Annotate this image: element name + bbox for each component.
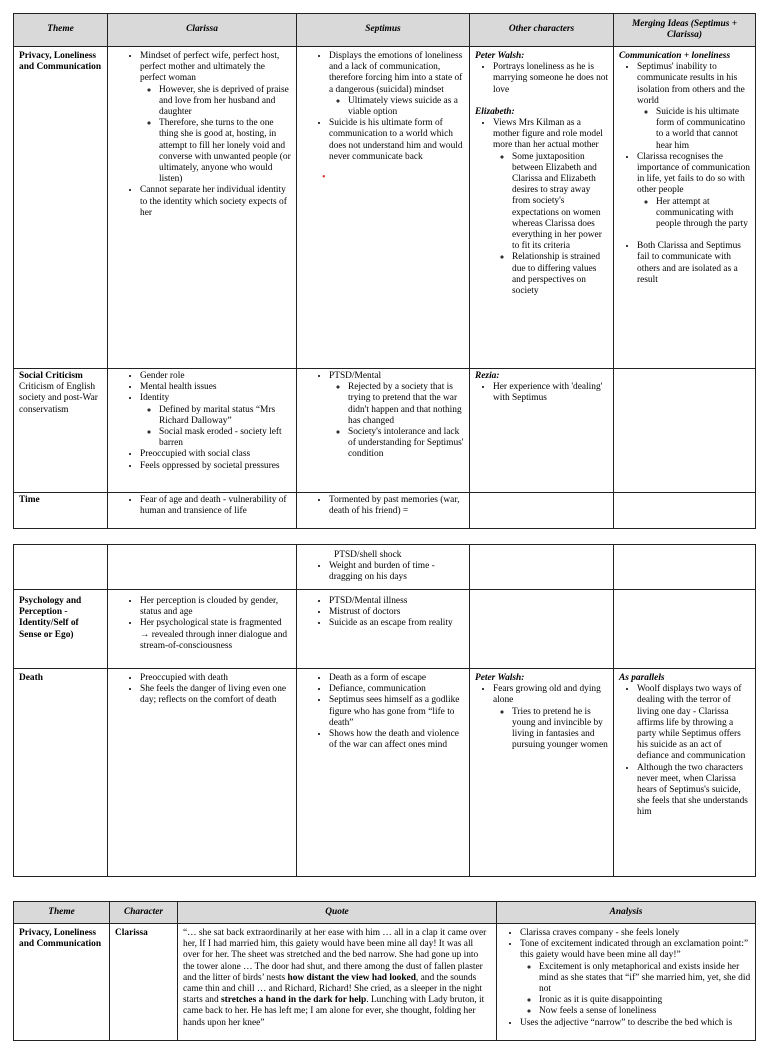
table-row <box>14 590 756 669</box>
merging-ideas-cell <box>614 669 756 877</box>
list-item: • Portrays loneliness as he is marrying someone he does not love <box>493 62 609 96</box>
list-item: • Preoccupied with social class <box>140 449 292 460</box>
character-name: Rezia: <box>475 371 500 381</box>
list-item: • Preoccupied with death <box>140 673 292 684</box>
list-item: • Shows how the death and violence of the war can affect ones mind <box>329 729 465 751</box>
header-theme: Theme <box>14 902 110 924</box>
list-item: • Feels oppressed by societal pressures <box>140 461 292 472</box>
list-item: ◦ However, she is deprived of praise and love from her husband and daughter <box>159 85 292 119</box>
list-item: ◦ Rejected by a society that is trying to pretend that the war didn't happen and that nothing has changed <box>348 382 465 427</box>
list-item: • Her psychological state is fragmented → revealed through inner dialogue and stream-of-consciousness <box>140 618 292 652</box>
list-item: • Fears growing old and dying alone <box>493 684 609 706</box>
list-item: ◦ Ultimately views suicide as a viable option <box>348 96 465 118</box>
list-item: • Uses the adjective “narrow” to describe the bed which is <box>520 1018 751 1029</box>
list-item: • Her experience with 'dealing' with Septimus <box>493 382 609 404</box>
merging-ideas-cell <box>614 47 756 369</box>
quotes-table <box>13 901 756 1041</box>
merging-subheading: Communication + loneliness <box>619 51 731 61</box>
list-item: • PTSD/Mental <box>329 371 465 382</box>
list-item: • She feels the danger of living even one day; reflects on the comfort of death <box>140 684 292 706</box>
list-item: • Clarissa craves company - she feels lonely <box>520 928 751 939</box>
merging-ideas-cell <box>614 590 756 669</box>
list-item: • Both Clarissa and Septimus fail to communicate with others and are isolated as a result <box>637 241 751 286</box>
list-item: • Tormented by past memories (war, death of his friend) = <box>329 495 465 517</box>
table-row <box>14 924 756 1041</box>
list-item: • Weight and burden of time - dragging on his days <box>329 561 465 583</box>
clarissa-cell <box>108 47 297 369</box>
other-characters-cell <box>470 590 614 669</box>
list-item: ◦ Suicide is his ultimate form of communicatino to a world that cannot hear him <box>656 107 751 152</box>
list-item: • Mindset of perfect wife, perfect host, perfect mother and ultimately the perfect woman <box>140 51 292 85</box>
merging-subheading: As parallels <box>619 673 665 683</box>
character-cell: Clarissa <box>110 924 178 1041</box>
header-character: Character <box>110 902 178 924</box>
table-row <box>14 369 756 493</box>
merging-ideas-cell <box>614 369 756 493</box>
septimus-cell <box>297 669 470 877</box>
theme-cell: Death <box>14 669 108 877</box>
list-item: • Although the two characters never meet, when Clarissa hears of Septimus's suicide, she feels that she understands him <box>637 763 751 819</box>
clarissa-cell <box>108 545 297 590</box>
septimus-cell <box>297 545 470 590</box>
list-item: • Her perception is clouded by gender, status and age <box>140 596 292 618</box>
header-quote: Quote <box>178 902 497 924</box>
table-row <box>14 669 756 877</box>
list-item: ◦ Her attempt at communicating with people through the party <box>656 197 751 231</box>
other-characters-cell <box>470 369 614 493</box>
merging-ideas-cell <box>614 493 756 529</box>
list-item: • Cannot separate her individual identity to the identity which society expects of her <box>140 185 292 219</box>
list-item: • Septimus' inability to communicate results in his isolation from others and the world <box>637 62 751 107</box>
continued-text: PTSD/shell shock <box>334 550 402 560</box>
list-item: • PTSD/Mental illness <box>329 596 465 607</box>
septimus-cell <box>297 493 470 529</box>
list-item: • Displays the emotions of loneliness and a lack of communication, therefore forcing him into a state of a dangerous (suicidal) mindset <box>329 51 465 96</box>
list-item: ◦ Ironic as it is quite disappointing <box>539 995 751 1006</box>
list-item: ◦ Excitement is only metaphorical and exists inside her mind as she states that “if” she married him, yet, she did not <box>539 962 751 996</box>
character-name: Peter Walsh: <box>475 673 525 683</box>
character-name: Peter Walsh: <box>475 51 525 61</box>
character-name: Elizabeth: <box>475 106 515 117</box>
themes-table <box>13 13 756 529</box>
header-septimus: Septimus <box>297 14 470 47</box>
highlighted-phrase: stretches a hand in the dark for help <box>221 995 367 1006</box>
other-characters-cell <box>470 545 614 590</box>
theme-cell: Social Criticism Criticism of English society and post-War conservatism <box>14 369 108 493</box>
highlighted-phrase: how distant the view had looked <box>287 972 416 983</box>
list-item: • Suicide as an escape from reality <box>329 618 465 629</box>
themes-table-continued <box>13 544 756 877</box>
list-item: • Death as a form of escape <box>329 673 465 684</box>
clarissa-cell <box>108 590 297 669</box>
septimus-cell <box>297 590 470 669</box>
list-item: • Septimus sees himself as a godlike figure who has gone from “life to death” <box>329 695 465 729</box>
theme-cell: Time <box>14 493 108 529</box>
clarissa-cell <box>108 493 297 529</box>
list-item: • Woolf displays two ways of dealing with the terror of living one day - Clarissa affirms life by throwing a party while Septimus offers his suicide as an act of defiance and communication <box>637 684 751 762</box>
clarissa-cell <box>108 369 297 493</box>
empty-bullet-mark: • <box>322 172 326 184</box>
list-item: • Mistrust of doctors <box>329 607 465 618</box>
list-item: ◦ Social mask eroded - society left barren <box>159 427 292 449</box>
analysis-cell <box>497 924 756 1041</box>
list-item: ◦ Relationship is strained due to differing values and perspectives on society <box>512 252 609 297</box>
list-item: ◦ Therefore, she turns to the one thing she is good at, hosting, in attempt to fill her lonely void and converse with unwanted people (or ultimately, anyone who would listen) <box>159 118 292 185</box>
theme-cell: Privacy, Loneliness and Communication <box>14 47 108 369</box>
list-item: ◦ Some juxtaposition between Elizabeth and Clarissa and Elizabeth desires to stray away from society's expectations on women whereas Clarissa does everything in her power to fit its criteria <box>512 152 609 253</box>
list-item: • Tone of excitement indicated through an exclamation point:” this gaiety would have been mine all day!” <box>520 939 751 961</box>
list-item: • Fear of age and death - vulnerability of human and transience of life <box>140 495 292 517</box>
list-item: • Suicide is his ultimate form of communication to a world which does not understand him and would never communicate back <box>329 118 465 163</box>
list-item: ◦ Tries to pretend he is young and invincible by living in fantasies and pursuing younger women <box>512 707 609 752</box>
list-item: • Defiance, communication <box>329 684 465 695</box>
theme-cell <box>14 545 108 590</box>
other-characters-cell <box>470 47 614 369</box>
table-row <box>14 493 756 529</box>
table-row <box>14 47 756 369</box>
theme-cell: Psychology and Perception - Identity/Self of Sense or Ego) <box>14 590 108 669</box>
other-characters-cell <box>470 669 614 877</box>
list-item: ◦ Defined by marital status “Mrs Richard Dalloway” <box>159 405 292 427</box>
list-item: ◦ Now feels a sense of loneliness <box>539 1006 751 1017</box>
clarissa-cell <box>108 669 297 877</box>
header-analysis: Analysis <box>497 902 756 924</box>
table-row <box>14 545 756 590</box>
header-merging-ideas: Merging Ideas (Septimus + Clarissa) <box>614 14 756 47</box>
list-item: • Mental health issues <box>140 382 292 393</box>
septimus-cell <box>297 47 470 369</box>
merging-ideas-cell <box>614 545 756 590</box>
list-item: • Identity <box>140 393 292 404</box>
other-characters-cell <box>470 493 614 529</box>
list-item: • Clarissa recognises the importance of communication in life, yet fails to do so with other people <box>637 152 751 197</box>
header-theme: Theme <box>14 14 108 47</box>
list-item: • Gender role <box>140 371 292 382</box>
quote-cell: “… she sat back extraordinarily at her ease with him … all in a clap it came over her, If I had married him, this gaiety would have been mine all day! It was all over for her. The sheet was stretched and the bed narrow. She had gone up into the tower alone … The door had shut, and there among the dust of fallen plaster and the litter of birds’ nests how distant the view had looked, and the sounds came thin and chill … and Richard, Richard! She cried, as a sleeper in the night starts and stretches a hand in the dark for help. Lunching with Lady bruton, it came back to her. He has left me; I am alone for ever, she thought, folding her hands upon her knee” <box>178 924 497 1041</box>
list-item: ◦ Society's intolerance and lack of understanding for Septimus' condition <box>348 427 465 461</box>
list-item: • Views Mrs Kilman as a mother figure and role model more than her actual mother <box>493 118 609 152</box>
header-other-characters: Other characters <box>470 14 614 47</box>
header-clarissa: Clarissa <box>108 14 297 47</box>
theme-cell: Privacy, Loneliness and Communication <box>14 924 110 1041</box>
septimus-cell <box>297 369 470 493</box>
